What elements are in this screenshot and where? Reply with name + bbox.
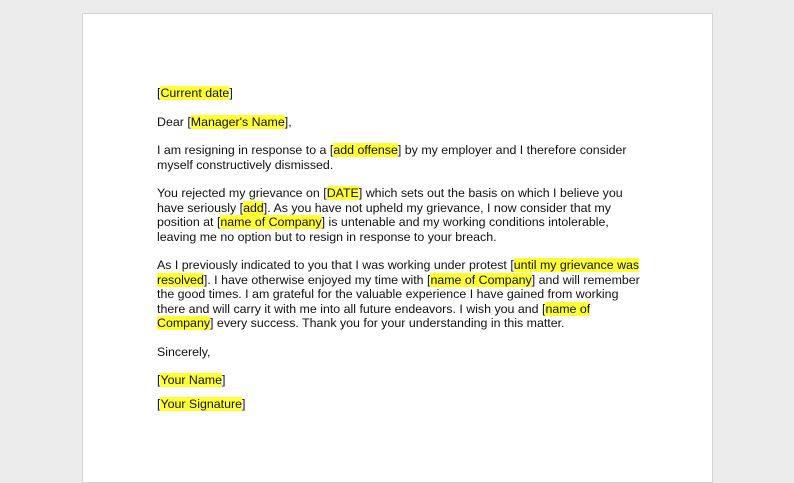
company-name-field[interactable]: name of Company [430, 272, 532, 287]
name-line: [Your Name] [157, 373, 226, 387]
paragraph-grievance: You rejected my grievance on [DATE] which sets out the basis on which I believe you have seriously [add]. As you have not upheld my grievance, I now consider that my position at [name of Company] is untenable and my working conditions intolerable, leaving me no option but to resign in response to your breach. [157, 186, 623, 244]
paragraph-protest: As I previously indicated to you that I was working under protest [until my grievance was resolved]. I have otherwise enjoyed my time with [name of Company] and will remember the good times. I am grateful for the valuable experience I have gained from working there and will carry it with me into all future endeavors. I wish you and [name of Company] every success. Thank you for your understanding in this matter. [157, 258, 640, 330]
company-name-field[interactable]: name of Company [220, 215, 322, 229]
date-field[interactable]: Current date [160, 86, 230, 100]
signature-line: [Your Signature] [157, 396, 246, 411]
letter-body [157, 86, 643, 425]
document-page [82, 13, 713, 483]
your-name-field[interactable]: Your Name [160, 373, 222, 387]
grievance-date-field[interactable]: DATE [326, 186, 359, 200]
protest-duration-field[interactable]: until my grievance was resolved [157, 258, 640, 287]
salutation: Dear [Manager's Name], [157, 114, 292, 129]
date-line: [Current date] [157, 86, 233, 100]
breach-field[interactable]: add [243, 200, 264, 215]
paragraph-offense: I am resigning in response to a [add offense] by my employer and I therefore consider myself constructively dismissed. [157, 143, 627, 172]
company-name-field[interactable]: name of Company [157, 301, 591, 330]
manager-name-field[interactable]: Manager's Name [190, 114, 285, 129]
signature-field[interactable]: Your Signature [160, 396, 242, 411]
offense-field[interactable]: add offense [333, 143, 398, 157]
closing: Sincerely, [157, 344, 211, 359]
